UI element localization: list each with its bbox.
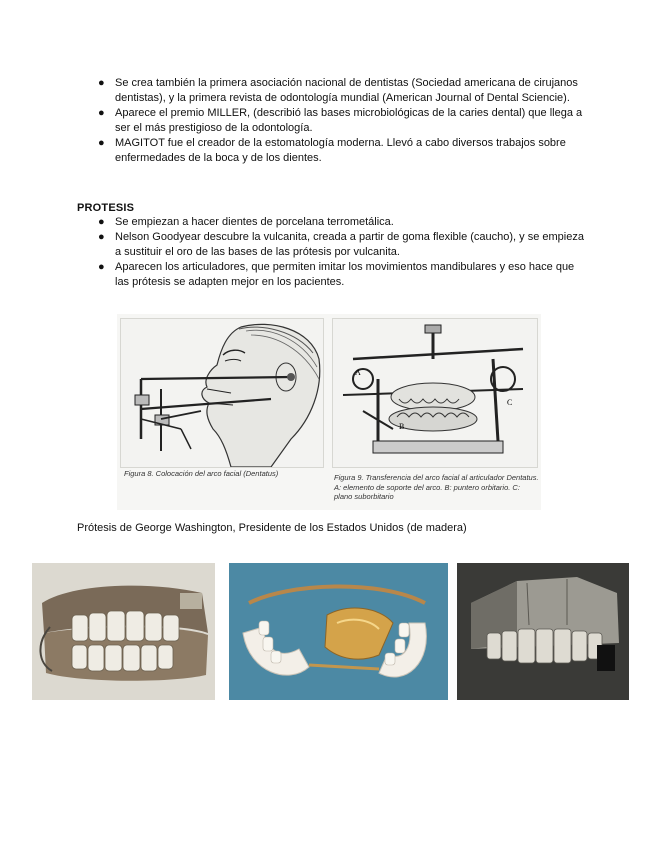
figure-9-articulator-illustration: [332, 318, 538, 468]
list-item: [98, 106, 588, 136]
bullet-icon: ●: [98, 216, 105, 228]
list-item: [98, 260, 588, 290]
list-item: [98, 136, 588, 166]
intro-bullet-list: [98, 76, 588, 166]
list-item-text: Se crea también la primera asociación nacional de dentistas (Sociedad americana de cirujanos dentistas), y la primera revista de odontología mundial (American Journal of Dental Sciencie).: [115, 77, 578, 104]
list-item-text: MAGITOT fue el creador de la estomatología moderna. Llevó a cabo diversos trabajos sobre enfermedades de la boca y de los dientes.: [115, 137, 566, 164]
bullet-icon: ●: [98, 107, 105, 119]
list-item-text: Aparecen los articuladores, que permiten imitar los movimientos mandibulares y eso hace que las prótesis se adapten mejor en los pacientes.: [115, 261, 575, 288]
list-item: [98, 215, 588, 230]
label-c: C: [507, 398, 513, 407]
denture-photo-2: [229, 563, 448, 700]
list-item-text: Nelson Goodyear descubre la vulcanita, creada a partir de goma flexible (caucho), y se empieza a sustituir el oro de las bases de las prótesis por vulcanita.: [115, 231, 584, 258]
photo-caption: Prótesis de George Washington, Presidente de los Estados Unidos (de madera): [77, 522, 467, 534]
bullet-icon: ●: [98, 77, 105, 89]
figure-9-caption: Figura 9. Transferencia del arco facial al articulador Dentatus. A: elemento de soporte del arco. B: puntero orbitario. C: plano suborbitario: [334, 473, 539, 501]
list-item-text: Aparece el premio MILLER, (describió las bases microbiológicas de la caries dental) que llega a ser el más prestigioso de la odontología.: [115, 107, 583, 134]
bullet-icon: ●: [98, 261, 105, 273]
denture-photo-3: [457, 563, 629, 700]
bullet-icon: ●: [98, 231, 105, 243]
label-b: B: [399, 422, 405, 431]
denture-photo-1: [32, 563, 215, 700]
list-item-text: Se empiezan a hacer dientes de porcelana terrometálica.: [115, 216, 394, 228]
label-a: A: [355, 368, 361, 377]
section-heading-protesis: PROTESIS: [77, 202, 135, 214]
list-item: [98, 230, 588, 260]
figure-8-caption: Figura 8. Colocación del arco facial (Dentatus): [124, 469, 279, 478]
figure-8-facebow-illustration: [120, 318, 324, 468]
bullet-icon: ●: [98, 137, 105, 149]
list-item: [98, 76, 588, 106]
protesis-bullet-list: [98, 215, 588, 290]
